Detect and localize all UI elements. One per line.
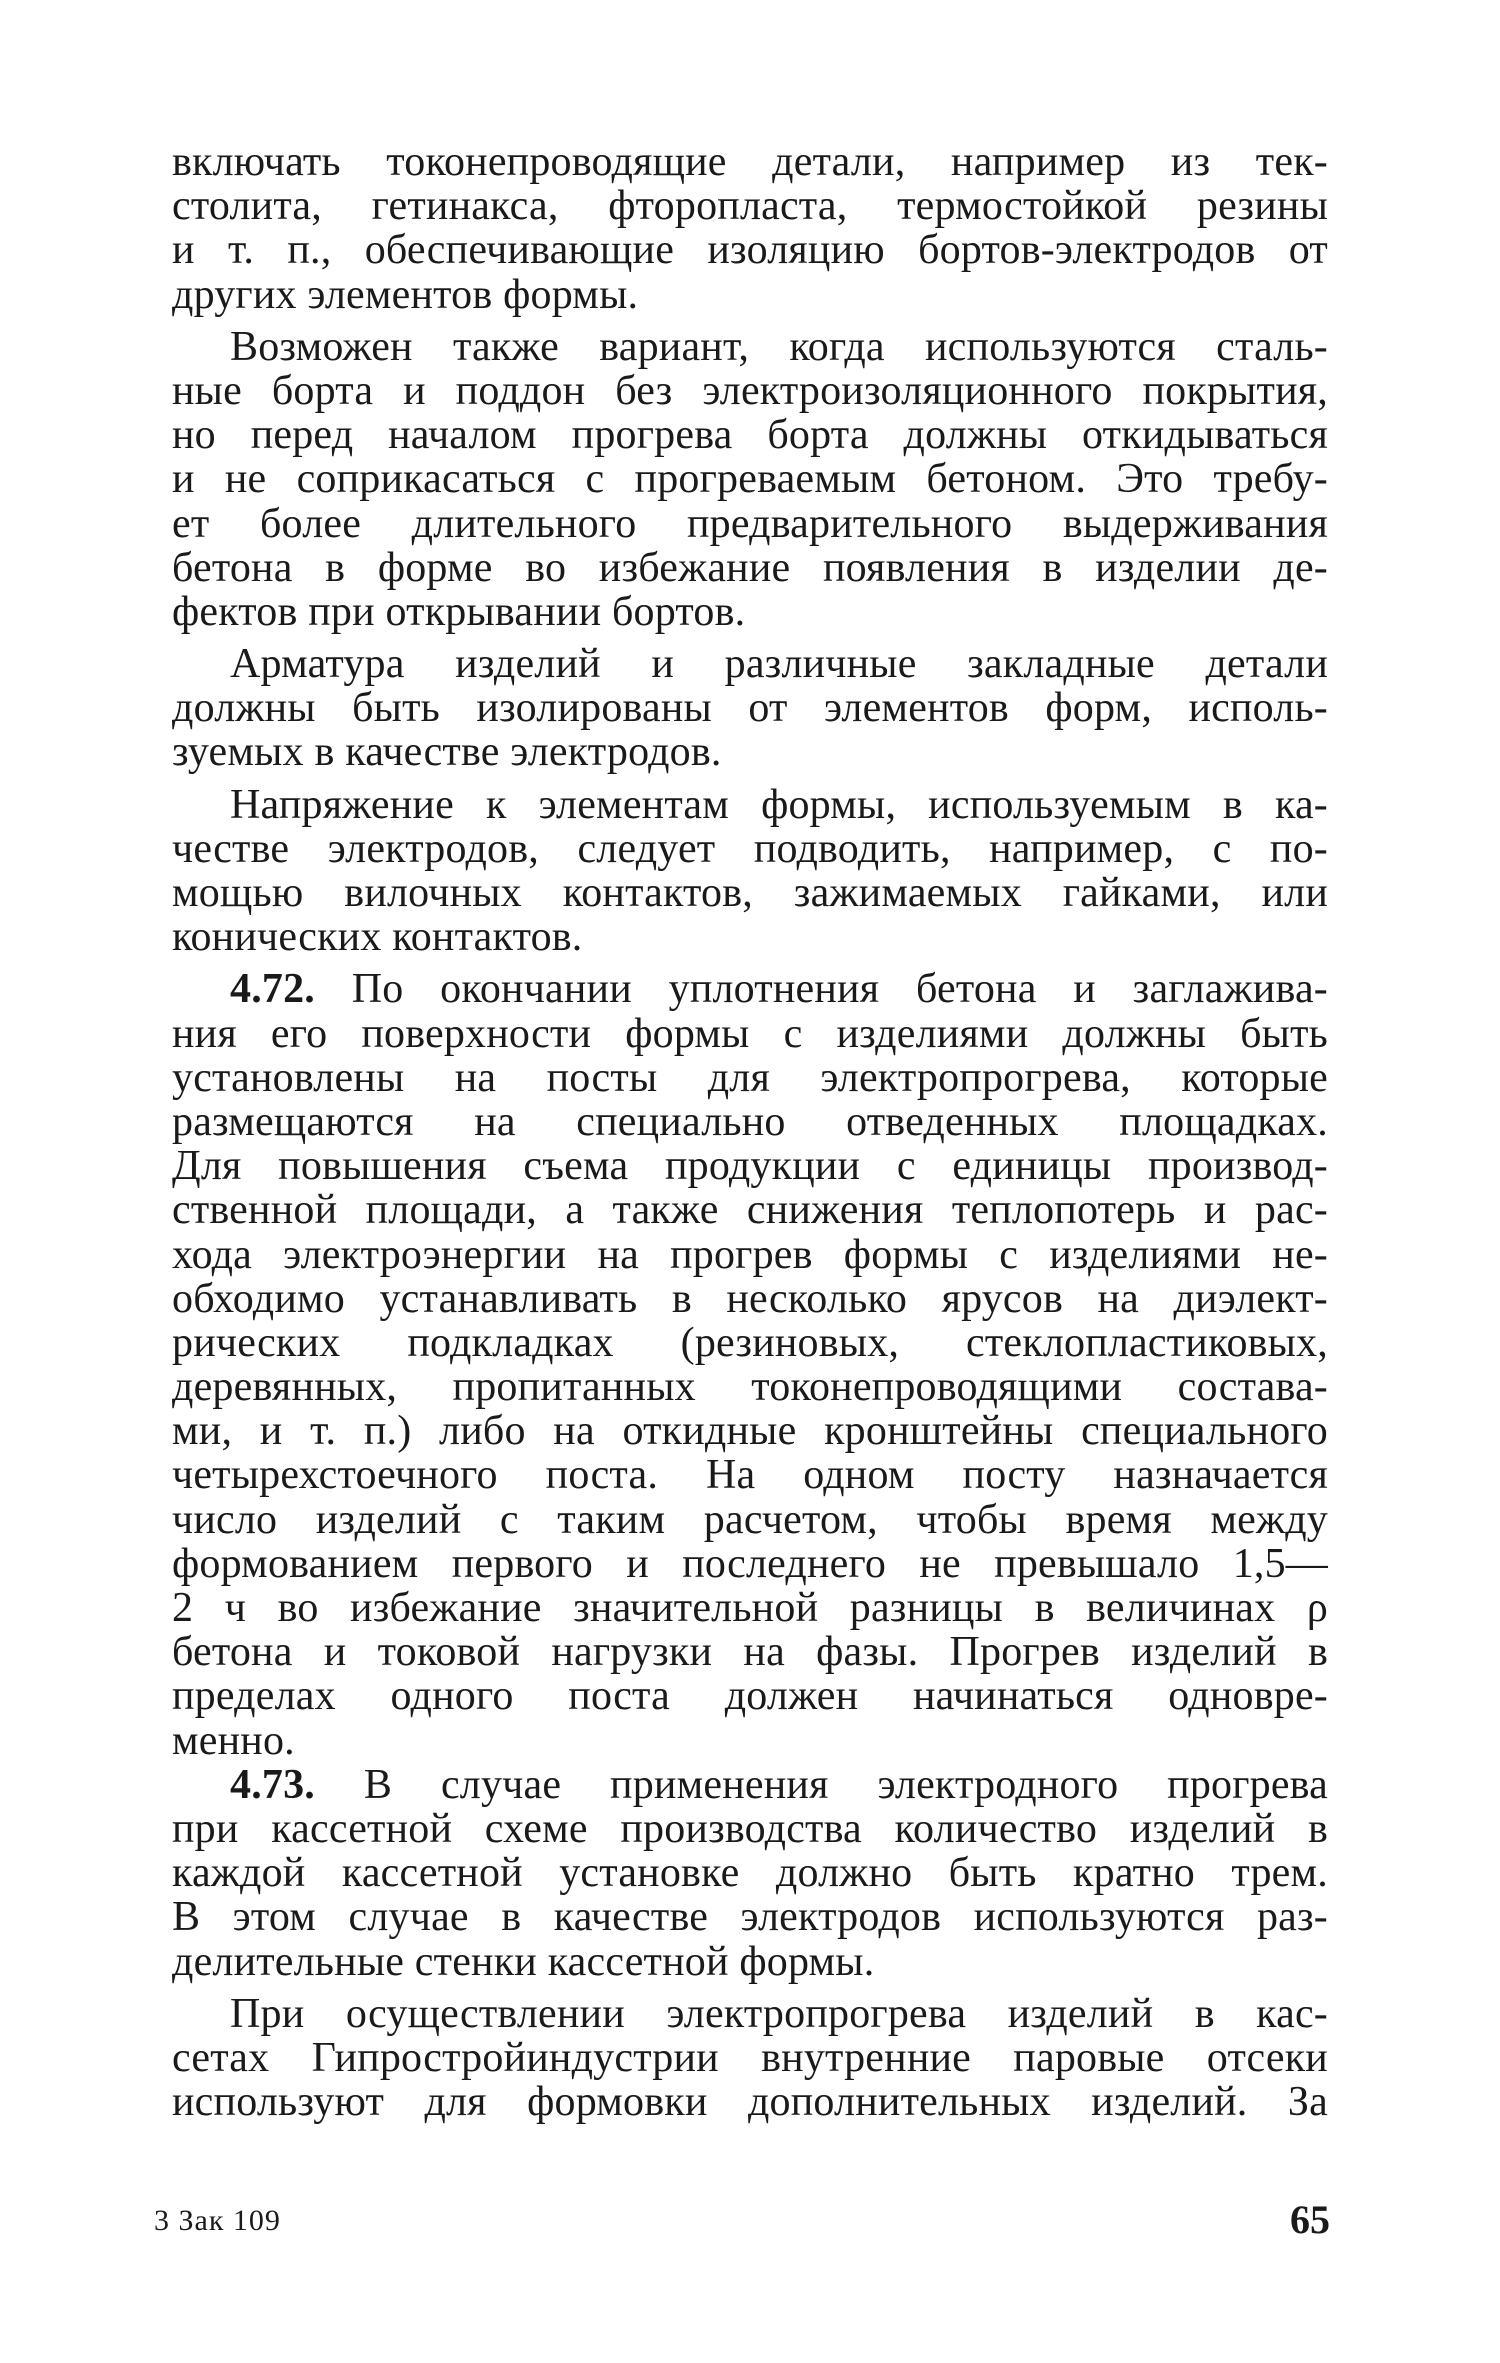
text-line: мощью вилочных контактов, зажимаемых гайками, или [172,870,1328,916]
text-line: ные борта и поддон без электроизоляционного покрытия, [172,367,1328,414]
text-line: менно. [172,1717,295,1764]
text-line: каждой кассетной установке должно быть кратно трем. [172,1850,1328,1897]
section-4-73 [172,1763,1328,1984]
paragraph [172,1992,1328,2125]
text-line: В этом случае в качестве электродов используются раз- [172,1894,1328,1941]
text-line: рических подкладках (резиновых, стеклопластиковых, [172,1319,1328,1366]
paragraph [172,325,1328,634]
text-line: и не соприкасаться с прогреваемым бетоном. Это требу- [172,456,1328,503]
text-line: и т. п., обеспечивающие изоляцию бортов-электродов от [172,227,1328,274]
text-line: других элементов формы. [172,271,639,318]
text-line: 2 ч во избежание значительной разницы в величинах ρ [172,1585,1328,1631]
text-line: деревянных, пропитанных токонепроводящими состава- [172,1364,1328,1411]
text-line: Арматура изделий и различные закладные детали [230,641,1328,688]
text-line: формованием первого и последнего не превышало 1,5— [172,1540,1328,1587]
text-line: число изделий с таким расчетом, чтобы время между [172,1496,1328,1543]
text-line: пределах одного поста должен начинаться одновре- [172,1673,1328,1720]
text-line: при кассетной схеме производства количество изделий в [172,1805,1328,1852]
document-page [172,140,1328,2124]
text-line [172,1763,1328,1807]
text-line: ния его поверхности формы с изделиями должны быть [172,1010,1328,1057]
text-line: Для повышения съема продукции с единицы производ- [172,1143,1328,1190]
text-line-content: В случае применения электродного прогрева [363,1761,1328,1808]
text-line: обходимо устанавливать в несколько ярусов на диэлект- [172,1275,1328,1322]
text-line: Возможен также вариант, когда используются сталь- [230,323,1328,370]
text-line: бетона в форме во избежание появления в изделии де- [172,544,1328,591]
section-number: 4.72. [230,966,315,1013]
text-line: столита, гетинакса, фторопласта, термостойкой резины [172,183,1328,230]
text-line: сетах Гипростройиндустрии внутренние паровые отсеки [172,2034,1328,2081]
paragraph [172,140,1328,317]
section-4-72 [172,967,1328,1762]
text-line: но перед началом прогрева борта должны откидываться [172,412,1328,459]
text-line [172,967,1328,1011]
text-line: включать токонепроводящие детали, например из тек- [172,139,1328,185]
text-line: конических контактов. [172,914,583,961]
text-line: размещаются на специально отведенных площадках. [172,1098,1328,1145]
text-line: фектов при открывании бортов. [172,588,746,635]
paragraph [172,642,1328,775]
text-line: хода электроэнергии на прогрев формы с изделиями не- [172,1231,1328,1278]
text-line: четырехстоечного поста. На одном посту назначается [172,1452,1328,1499]
text-line: установлены на посты для электропрогрева, которые [172,1054,1328,1101]
text-line: При осуществлении электропрогрева изделий в кас- [230,1990,1328,2037]
paragraph [172,783,1328,960]
text-line: зуемых в качестве электродов. [172,729,722,776]
text-line: используют для формовки дополнительных изделий. За [172,2079,1328,2126]
text-line: Напряжение к элементам формы, используемым в ка- [230,781,1328,828]
text-line: бетона и токовой нагрузки на фазы. Прогрев изделий в [172,1629,1328,1676]
section-number: 4.73. [230,1761,315,1808]
text-line: делительные стенки кассетной формы. [172,1938,875,1985]
text-line: должны быть изолированы от элементов форм, исполь- [172,685,1328,732]
text-line: ственной площади, а также снижения теплопотерь и рас- [172,1187,1328,1234]
printer-signature: 3 Зак 109 [154,2204,281,2237]
page-number: 65 [1290,2197,1330,2242]
text-line-content: По окончании уплотнения бетона и заглажива- [351,966,1328,1013]
text-line: ми, и т. п.) либо на откидные кронштейны специального [172,1408,1328,1455]
text-line: ет более длительного предварительного выдерживания [172,500,1328,547]
text-line: честве электродов, следует подводить, например, с по- [172,825,1328,872]
